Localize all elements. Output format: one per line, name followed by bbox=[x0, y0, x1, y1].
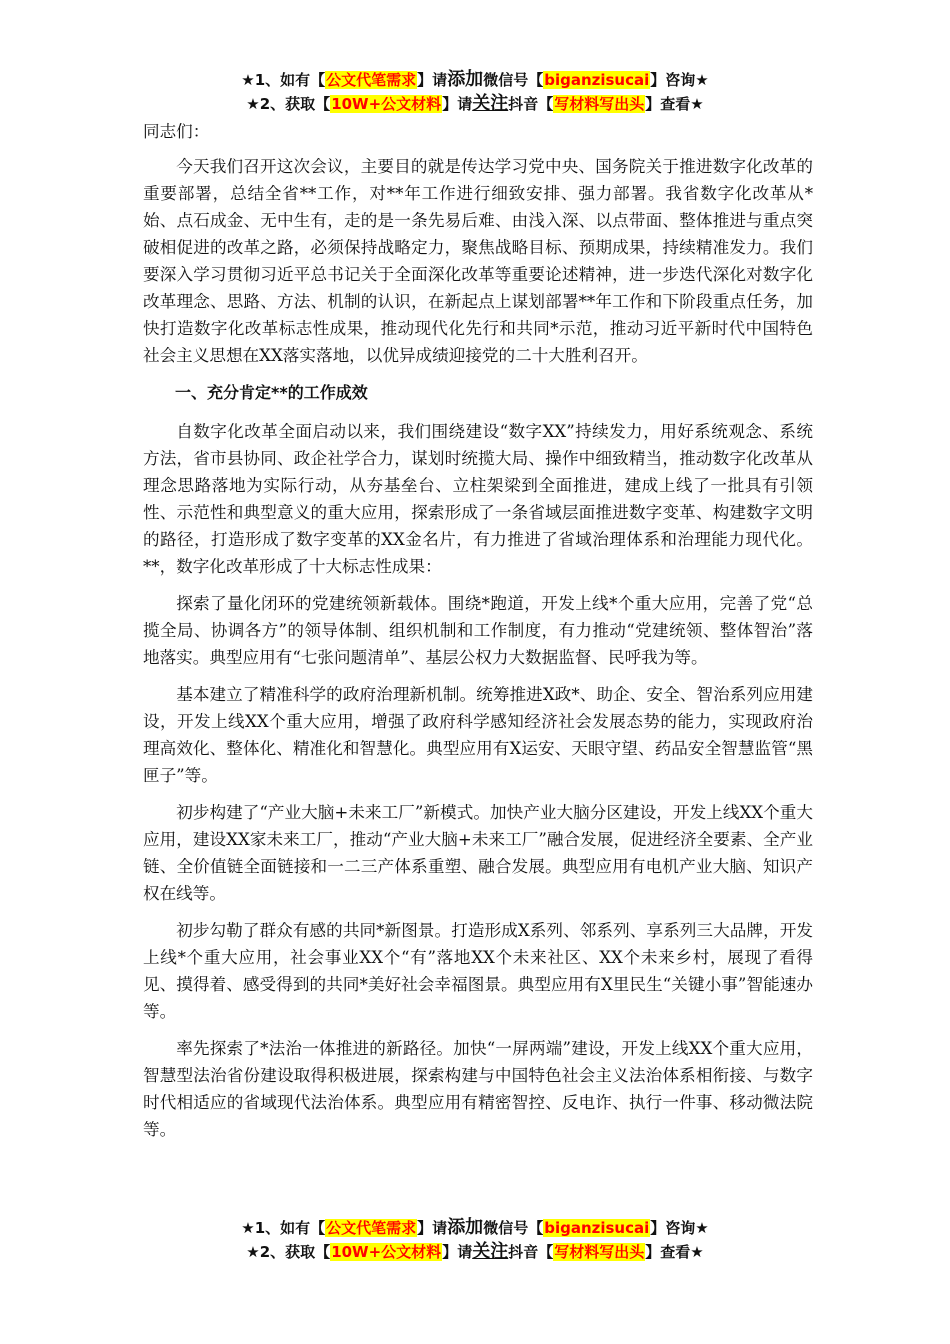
banner-line-1 bbox=[0, 68, 950, 92]
highlight-text: biganzisucai bbox=[544, 71, 650, 89]
banner-text: 】请 bbox=[417, 1219, 448, 1237]
highlight-text: 10W+公文材料 bbox=[331, 1243, 442, 1261]
banner-line-2 bbox=[0, 92, 950, 116]
paragraph: 今天我们召开这次会议，主要目的就是传达学习党中央、国务院关于推进数字化改革的重要部署，总结全省**工作，对**年工作进行细致安排、强力部署。我省数字化改革从*始、点石成金、无中生有，走的是一条先易后难、由浅入深、以点带面、整体推进与重点突破相促进的改革之路，必须保持战略定力，聚焦战略目标、预期成果，持续精准发力。我们要深入学习贯彻习近平总书记关于全面深化改革等重要论述精神，进一步迭代深化对数字化改革理念、思路、方法、机制的认识，在新起点上谋划部署**年工作和下阶段重点任务，加快打造数字化改革标志性成果，推动现代化先行和共同*示范，推动习近平新时代中国特色社会主义思想在XX落实落地，以优异成绩迎接党的二十大胜利召开。 bbox=[143, 157, 813, 365]
emphasis-text: 关注 bbox=[472, 1241, 509, 1262]
salutation: 同志们： bbox=[143, 122, 210, 141]
highlight-text: 公文代笔需求 bbox=[326, 1219, 417, 1237]
highlight-text: 公文代笔需求 bbox=[326, 71, 417, 89]
banner-text: 微信号【 bbox=[483, 71, 544, 89]
banner-text: 抖音【 bbox=[508, 1243, 554, 1261]
banner-text: 】查看★ bbox=[645, 95, 704, 113]
banner-text: 抖音【 bbox=[508, 95, 554, 113]
paragraph: 基本建立了精准科学的政府治理新机制。统筹推进X政*、助企、安全、智治系列应用建设，开发上线XX个重大应用，增强了政府科学感知经济社会发展态势的能力，实现政府治理高效化、整体化、精准化和智慧化。典型应用有X运安、天眼守望、药品安全智慧监管“黑匣子”等。 bbox=[143, 685, 813, 785]
highlight-text: 写材料写出头 bbox=[554, 1243, 645, 1261]
banner-text: ★1、如有【 bbox=[241, 1219, 326, 1237]
paragraph: 探索了量化闭环的党建统领新载体。围绕*跑道，开发上线*个重大应用，完善了党“总揽全局、协调各方”的领导体制、组织机制和工作制度，有力推动“党建统领、整体智治”落地落实。典型应用有“七张问题清单”、基层公权力大数据监督、民呼我为等。 bbox=[143, 594, 813, 667]
banner-text: ★2、获取【 bbox=[246, 95, 331, 113]
emphasis-text: 添加 bbox=[447, 69, 484, 90]
highlight-text: biganzisucai bbox=[544, 1219, 650, 1237]
section-heading: 一、充分肯定**的工作成效 bbox=[175, 383, 368, 402]
paragraph: 自数字化改革全面启动以来，我们围绕建设“数字XX”持续发力，用好系统观念、系统方法，省市县协同、政企社学合力，谋划时统揽大局、操作中细致精当，推动数字化改革从理念思路落地为实际行动，从夯基垒台、立柱架梁到全面推进，建成上线了一批具有引领性、示范性和典型意义的重大应用，探索形成了一条省域层面推进数字变革、构建数字文明的路径，打造形成了数字变革的XX金名片，有力推进了省域治理体系和治理能力现代化。**，数字化改革形成了十大标志性成果： bbox=[143, 422, 813, 576]
paragraph: 率先探索了*法治一体推进的新路径。加快“一屏两端”建设，开发上线XX个重大应用，智慧型法治省份建设取得积极进展，探索构建与中国特色社会主义法治体系相衔接、与数字时代相适应的省域现代法治体系。典型应用有精密智控、反电诈、执行一件事、移动微法院等。 bbox=[143, 1039, 813, 1139]
banner-text: ★2、获取【 bbox=[246, 1243, 331, 1261]
banner-text: 】咨询★ bbox=[650, 71, 709, 89]
banner-line-2 bbox=[0, 1240, 950, 1264]
paragraph: 初步构建了“产业大脑+未来工厂”新模式。加快产业大脑分区建设，开发上线XX个重大应用，建设XX家未来工厂，推动“产业大脑+未来工厂”融合发展，促进经济全要素、全产业链、全价值链全面链接和一二三产体系重塑、融合发展。典型应用有电机产业大脑、知识产权在线等。 bbox=[143, 803, 813, 903]
emphasis-text: 关注 bbox=[472, 93, 509, 114]
banner-text: 】查看★ bbox=[645, 1243, 704, 1261]
highlight-text: 写材料写出头 bbox=[554, 95, 645, 113]
banner-text: 微信号【 bbox=[483, 1219, 544, 1237]
banner-text: 】请 bbox=[417, 71, 448, 89]
banner-text: 】请 bbox=[442, 1243, 473, 1261]
banner-text: 】咨询★ bbox=[650, 1219, 709, 1237]
document-body bbox=[143, 118, 813, 1153]
paragraph: 初步勾勒了群众有感的共同*新图景。打造形成X系列、邻系列、享系列三大品牌，开发上线*个重大应用，社会事业XX个“有”落地XX个未来社区、XX个未来乡村，展现了看得见、摸得着、感受得到的共同*美好社会幸福图景。典型应用有X里民生“关键小事”智能速办等。 bbox=[143, 921, 813, 1021]
banner-text: 】请 bbox=[442, 95, 473, 113]
banner-text: ★1、如有【 bbox=[241, 71, 326, 89]
emphasis-text: 添加 bbox=[447, 1217, 484, 1238]
highlight-text: 10W+公文材料 bbox=[331, 95, 442, 113]
promo-banner-bottom bbox=[0, 1216, 950, 1264]
promo-banner-top bbox=[0, 68, 950, 116]
banner-line-1 bbox=[0, 1216, 950, 1240]
